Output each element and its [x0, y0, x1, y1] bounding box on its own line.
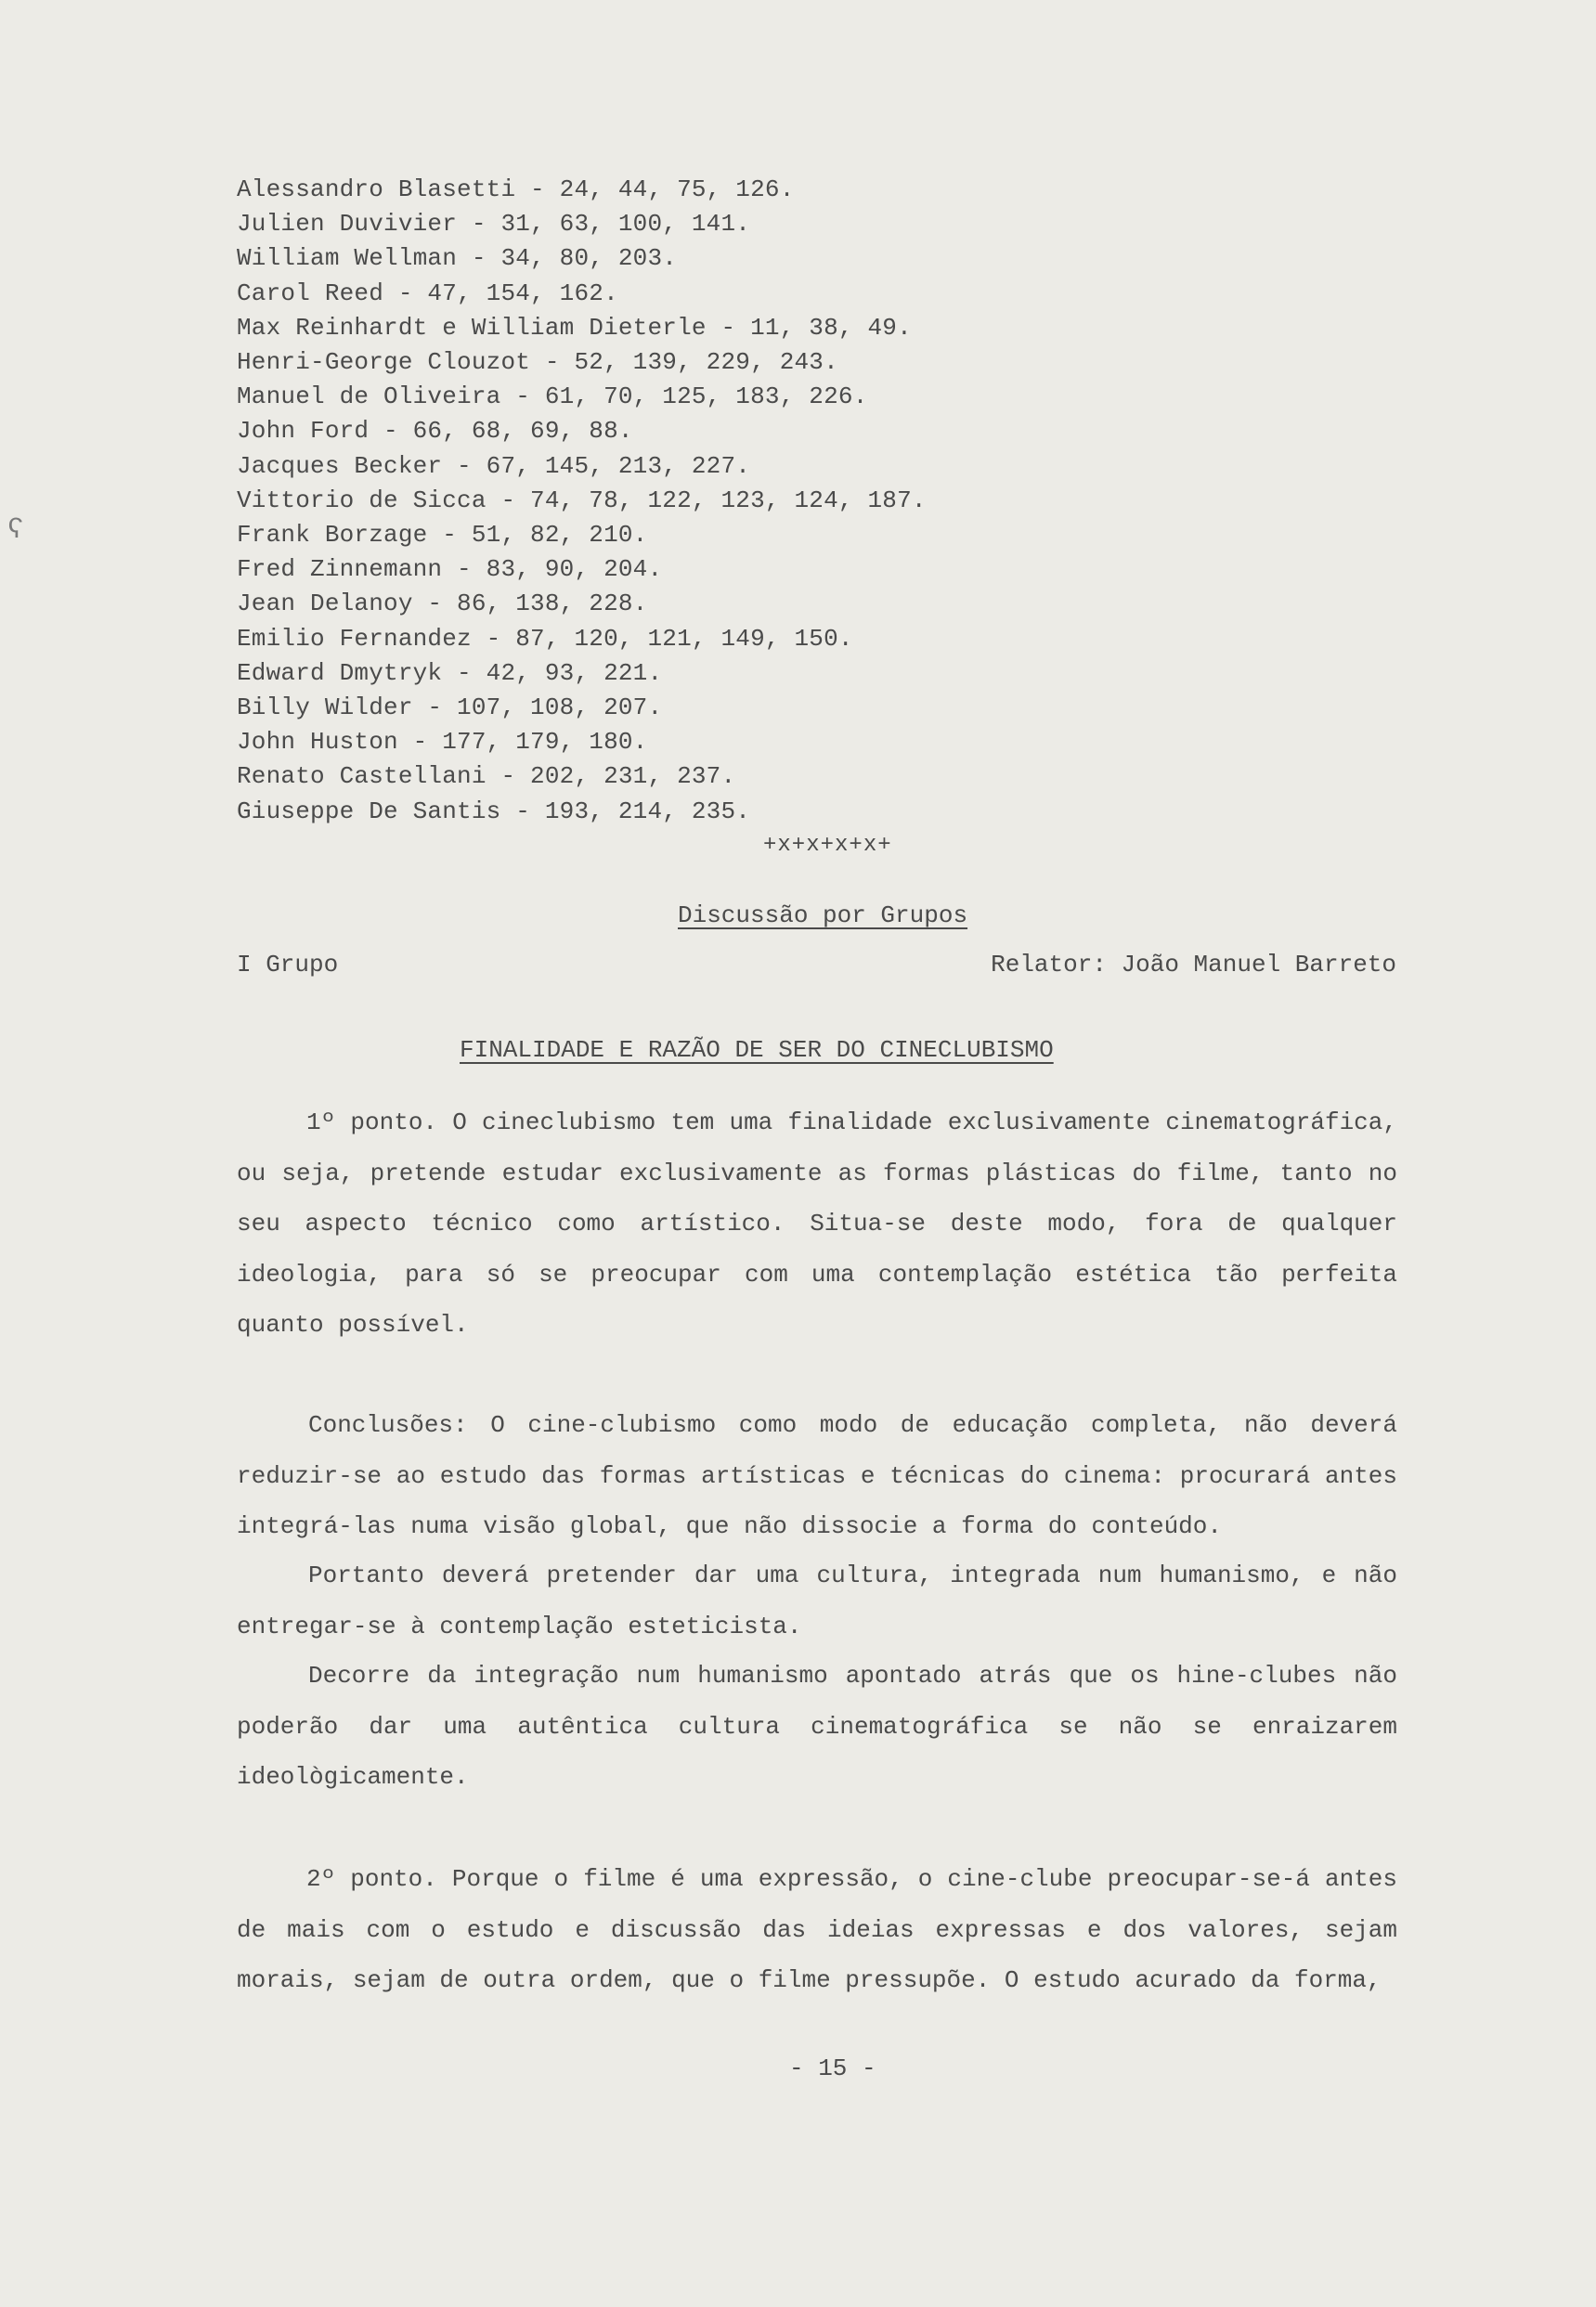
paragraph-point-2: 2º ponto. Porque o filme é uma expressão, o cine-clube preocupar-se-á antes de mais com o estudo e discussão das ideias expressas e dos valores, sejam morais, sejam de outra ordem, que o filme pressupõe. O estudo acurado da forma, — [237, 1865, 1397, 1994]
paragraph-humanism: Decorre da integração num humanismo apontado atrás que os hine-clubes não poderão dar uma autêntica cultura cinematográfica se não se enraizarem ideològicamente. — [237, 1662, 1397, 1791]
index-entry: Manuel de Oliveira - 61, 70, 125, 183, 226. — [237, 382, 868, 411]
index-entry: Julien Duvivier - 31, 63, 100, 141. — [237, 210, 751, 239]
index-entry: Carol Reed - 47, 154, 162. — [237, 279, 618, 307]
paragraph-conclusions: Conclusões: O cine-clubismo como modo de educação completa, não deverá reduzir-se ao estudo das formas artísticas e técnicas do cinema: procurará antes integrá-las numa visão global, que não dissocie a forma do conteúdo. — [237, 1411, 1397, 1540]
group-label: I Grupo — [237, 951, 339, 979]
margin-handwritten-mark: ʕ — [7, 515, 25, 547]
index-entry: Fred Zinnemann - 83, 90, 204. — [237, 555, 663, 584]
index-entry: Vittorio de Sicca - 74, 78, 122, 123, 124, 187. — [237, 486, 927, 514]
index-entry: John Ford - 66, 68, 69, 88. — [237, 417, 633, 446]
reporter-label: Relator: João Manuel Barreto — [991, 951, 1396, 979]
index-entry: Frank Borzage - 51, 82, 210. — [237, 521, 648, 550]
page-number: - 15 - — [789, 2054, 876, 2082]
paragraph-point-1: 1º ponto. O cineclubismo tem uma finalidade exclusivamente cinematográfica, ou seja, pretende estudar exclusivamente as formas plásticas do filme, tanto no seu aspecto técnico como artístico. Situa-se deste modo, fora de qualquer ideologia, para só se preocupar com uma contemplação estética tão perfeita quanto possível. — [237, 1108, 1397, 1339]
index-entry: Emilio Fernandez - 87, 120, 121, 149, 150. — [237, 624, 853, 653]
director-index-list — [237, 173, 927, 829]
index-entry: Renato Castellani - 202, 231, 237. — [237, 762, 736, 791]
index-entry: Jean Delanoy - 86, 138, 228. — [237, 590, 648, 618]
index-entry: Giuseppe De Santis - 193, 214, 235. — [237, 797, 751, 825]
topic-title: FINALIDADE E RAZÃO DE SER DO CINECLUBISMO — [460, 1036, 1054, 1064]
index-entry: Edward Dmytryk - 42, 93, 221. — [237, 658, 663, 687]
index-entry: Jacques Becker - 67, 145, 213, 227. — [237, 451, 751, 480]
index-entry: William Wellman - 34, 80, 203. — [237, 244, 678, 273]
index-entry: Billy Wilder - 107, 108, 207. — [237, 693, 663, 722]
separator-line: +x+x+x+x+ — [763, 833, 892, 858]
index-entry: Alessandro Blasetti - 24, 44, 75, 126. — [237, 175, 795, 203]
index-entry: John Huston - 177, 179, 180. — [237, 728, 648, 757]
index-entry: Henri-George Clouzot - 52, 139, 229, 243. — [237, 348, 838, 377]
index-entry: Max Reinhardt e William Dieterle - 11, 38, 49. — [237, 313, 912, 342]
paragraph-culture: Portanto deverá pretender dar uma cultura, integrada num humanismo, e não entregar-se à contemplação esteticista. — [237, 1562, 1397, 1640]
section-heading: Discussão por Grupos — [678, 901, 968, 929]
